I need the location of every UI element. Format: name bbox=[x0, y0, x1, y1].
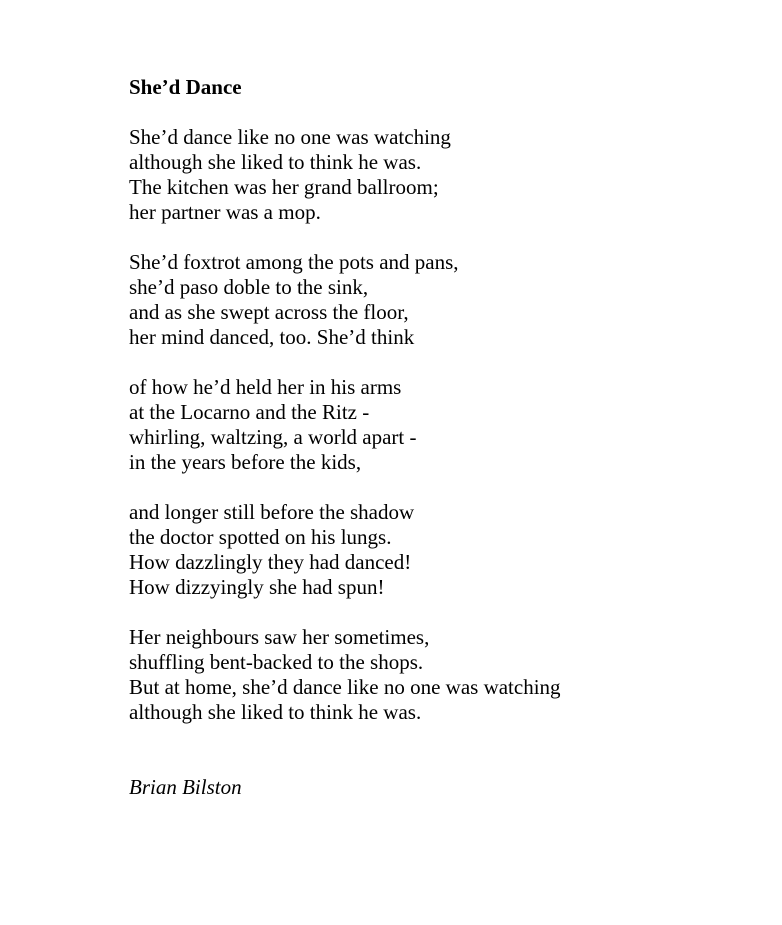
poem-line: her partner was a mop. bbox=[129, 200, 321, 224]
poem-author: Brian Bilston bbox=[129, 775, 242, 799]
poem-line: The kitchen was her grand ballroom; bbox=[129, 175, 439, 199]
poem bbox=[129, 75, 749, 800]
poem-line: How dazzlingly they had danced! bbox=[129, 550, 412, 574]
stanza-5 bbox=[129, 625, 749, 725]
poem-line: She’d dance like no one was watching bbox=[129, 125, 451, 149]
stanza-3 bbox=[129, 375, 749, 475]
poem-line: at the Locarno and the Ritz - bbox=[129, 400, 370, 424]
poem-line: and longer still before the shadow bbox=[129, 500, 415, 524]
poem-line: the doctor spotted on his lungs. bbox=[129, 525, 392, 549]
poem-title: She’d Dance bbox=[129, 75, 242, 99]
poem-line: of how he’d held her in his arms bbox=[129, 375, 402, 399]
poem-line: She’d foxtrot among the pots and pans, bbox=[129, 250, 459, 274]
stanza-1 bbox=[129, 125, 749, 225]
poem-line: although she liked to think he was. bbox=[129, 150, 422, 174]
poem-line: she’d paso doble to the sink, bbox=[129, 275, 369, 299]
poem-line: although she liked to think he was. bbox=[129, 700, 422, 724]
poem-line: in the years before the kids, bbox=[129, 450, 362, 474]
poem-line: shuffling bent-backed to the shops. bbox=[129, 650, 424, 674]
poem-line: whirling, waltzing, a world apart - bbox=[129, 425, 417, 449]
stanza-4 bbox=[129, 500, 749, 600]
poem-line: Her neighbours saw her sometimes, bbox=[129, 625, 430, 649]
poem-line: her mind danced, too. She’d think bbox=[129, 325, 415, 349]
stanza-2 bbox=[129, 250, 749, 350]
poem-line: and as she swept across the floor, bbox=[129, 300, 409, 324]
poem-line: How dizzyingly she had spun! bbox=[129, 575, 385, 599]
poem-line: But at home, she’d dance like no one was watching bbox=[129, 675, 561, 699]
